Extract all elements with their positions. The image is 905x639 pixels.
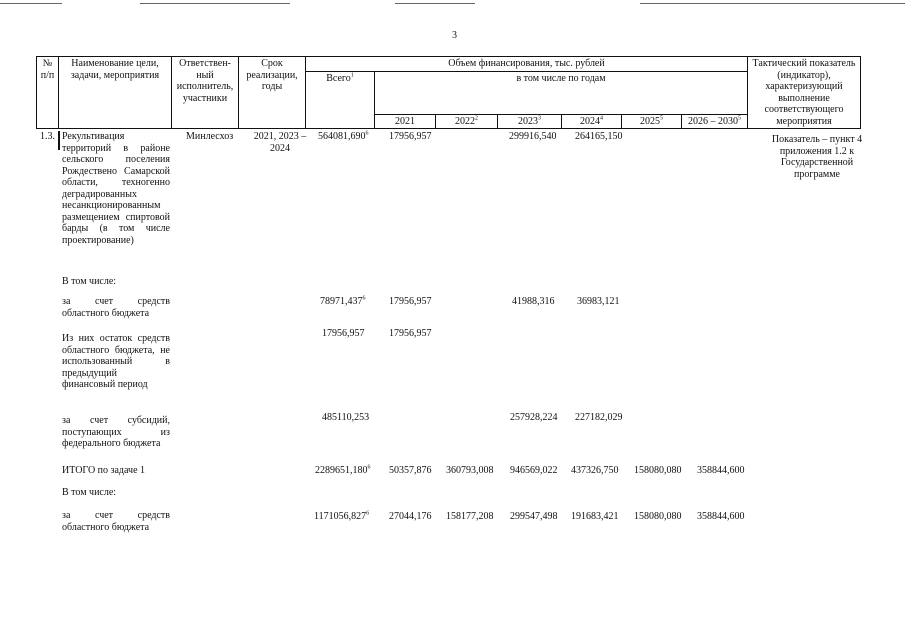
total-task-1-2026-2030: 358844,600 xyxy=(697,465,745,476)
federal-subsidy-total: 485110,253 xyxy=(322,412,370,423)
row-1-3-indicator: Показатель – пункт 4 приложения 1.2 к Государственной программе xyxy=(771,134,863,180)
header-term: Срок реализации, годы xyxy=(239,57,306,129)
remainder-2021: 17956,957 xyxy=(389,328,432,339)
top-border-line xyxy=(0,3,62,4)
row-1-3-2021: 17956,957 xyxy=(389,131,432,142)
column-divider xyxy=(59,131,60,150)
header-year-2024: 2024$^4$ xyxy=(562,114,622,129)
top-border-line xyxy=(140,3,290,4)
regional-budget-2021: 17956,957 xyxy=(389,296,432,307)
header-year-2025: 2025$^5$ xyxy=(622,114,682,129)
row-1-3-num: 1.3. xyxy=(40,131,55,142)
header-year-2022: 2022$^2$ xyxy=(436,114,498,129)
federal-subsidy-2024: 227182,029 xyxy=(575,412,623,423)
regional-budget-2023: 41988,316 xyxy=(512,296,555,307)
page-number: 3 xyxy=(452,30,457,41)
federal-subsidy-2023: 257928,224 xyxy=(510,412,558,423)
remainder-name: Из них остаток средств областного бюджета, не использованный в предыдущий финансовый период xyxy=(62,333,170,390)
header-year-2021: 2021 xyxy=(375,114,436,129)
row-1-3-total: 564081,690$^6$ xyxy=(318,130,369,142)
funding-table-header xyxy=(36,56,861,129)
row-1-3-term: 2021, 2023 – 2024 xyxy=(253,131,307,154)
total-regional-2024: 191683,421 xyxy=(571,511,619,522)
total-task-1-name: ИТОГО по задаче 1 xyxy=(62,465,146,476)
header-indicator: Тактический показатель (индикатор), характеризующий выполнение соответствующего мероприятия xyxy=(748,57,861,129)
total-task-1-2022: 360793,008 xyxy=(446,465,494,476)
total-task-1-2024: 437326,750 xyxy=(571,465,619,476)
header-funding: Объем финансирования, тыс. рублей xyxy=(306,57,748,72)
total-regional-2025: 158080,080 xyxy=(634,511,682,522)
header-num: № п/п xyxy=(37,57,59,129)
total-task-1-2025: 158080,080 xyxy=(634,465,682,476)
row-1-3-2024: 264165,150 xyxy=(575,131,623,142)
total-task-1-2023: 946569,022 xyxy=(510,465,558,476)
row-1-3-executor: Минлесхоз xyxy=(186,131,234,142)
total-regional-2023: 299547,498 xyxy=(510,511,558,522)
regional-budget-name: за счет средств областного бюджета xyxy=(62,296,170,319)
total-regional-2022: 158177,208 xyxy=(446,511,494,522)
total-regional-name: за счет средств областного бюджета xyxy=(62,510,170,533)
federal-subsidy-name: за счет субсидий, поступающих из федерального бюджета xyxy=(62,415,170,449)
row-1-3-2023: 299916,540 xyxy=(509,131,557,142)
header-name: Наименование цели, задачи, мероприятия xyxy=(59,57,172,129)
in-that-label: В том числе: xyxy=(62,276,117,287)
total-task-1-total: 2289651,180$^6$ xyxy=(315,464,371,476)
top-border-line xyxy=(640,3,905,4)
header-total: Всего$^1$ xyxy=(306,71,375,129)
total-regional-2021: 27044,176 xyxy=(389,511,432,522)
remainder-total: 17956,957 xyxy=(322,328,365,339)
header-year-2026-2030: 2026 – 2030$^5$ xyxy=(682,114,748,129)
in-that-label-2: В том числе: xyxy=(62,487,117,498)
header-executor: Ответствен-ный исполнитель, участники xyxy=(172,57,239,129)
regional-budget-total: 78971,437$^6$ xyxy=(320,295,366,307)
total-regional-2026-2030: 358844,600 xyxy=(697,511,745,522)
regional-budget-2024: 36983,121 xyxy=(577,296,620,307)
header-year-2023: 2023$^3$ xyxy=(498,114,562,129)
row-1-3-name: Рекультивация территорий в районе сельского поселения Рождествено Самарской области, техногенно деградированных несанкционированным размещением спиртовой барды (в том числе проектирование) xyxy=(62,131,170,246)
header-by-years: в том числе по годам xyxy=(375,71,748,114)
top-border-line xyxy=(395,3,475,4)
total-task-1-2021: 50357,876 xyxy=(389,465,432,476)
total-regional-total: 1171056,827$^6$ xyxy=(314,510,370,522)
